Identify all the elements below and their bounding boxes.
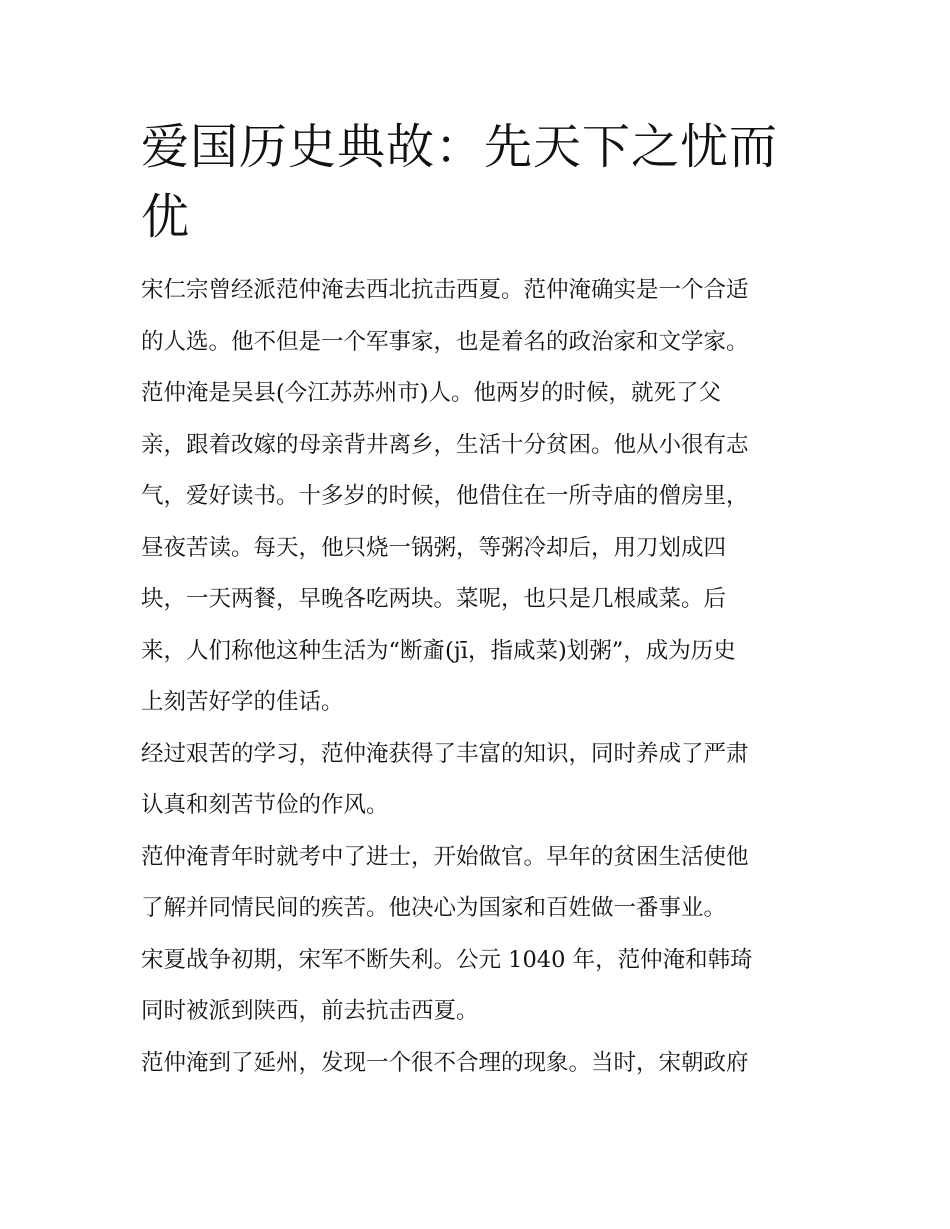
document-page xyxy=(141,112,813,1089)
document-body xyxy=(141,265,813,1089)
body-line: 昼夜苦读。每天，他只烧一锅粥，等粥冷却后，用刀划成四 xyxy=(141,534,727,561)
body-line: 块，一天两餐，早晚各吃两块。菜呢，也只是几根咸菜。后 xyxy=(141,586,727,612)
body-line: 经过艰苦的学习，范仲淹获得了丰富的知识，同时养成了严肃 xyxy=(141,740,749,767)
body-line: 来，人们称他这种生活为“断齑(jī，指咸菜)划粥”，成为历史 xyxy=(141,637,736,664)
body-line: 上刻苦好学的佳话。 xyxy=(141,689,344,715)
body-line: 范仲淹青年时就考中了进士，开始做官。早年的贫困生活使他 xyxy=(141,843,749,870)
document-title xyxy=(141,112,813,252)
body-line: 范仲淹到了延州，发现一个很不合理的现象。当时，宋朝政府 xyxy=(141,1049,749,1076)
body-line: 气，爱好读书。十多岁的时候，他借住在一所寺庙的僧房里， xyxy=(141,483,749,509)
body-line: 的人选。他不但是一个军事家，也是着名的政治家和文学家。 xyxy=(141,328,749,355)
body-line: 宋夏战争初期，宋军不断失利。公元 1040 年，范仲淹和韩琦 xyxy=(141,946,753,973)
body-line: 同时被派到陕西，前去抗击西夏。 xyxy=(141,998,479,1024)
body-line: 亲，跟着改嫁的母亲背井离乡，生活十分贫困。他从小很有志 xyxy=(141,431,749,458)
body-line: 宋仁宗曾经派范仲淹去西北抗击西夏。范仲淹确实是一个合适 xyxy=(141,277,749,303)
title-line: 爱国历史典故：先天下之忧而 xyxy=(141,119,779,175)
title-line: 优 xyxy=(141,189,191,245)
body-line: 认真和刻苦节俭的作风。 xyxy=(141,792,389,818)
body-line: 范仲淹是吴县(今江苏苏州市)人。他两岁的时候，就死了父 xyxy=(141,380,722,406)
body-line: 了解并同情民间的疾苦。他决心为国家和百姓做一番事业。 xyxy=(141,895,727,921)
